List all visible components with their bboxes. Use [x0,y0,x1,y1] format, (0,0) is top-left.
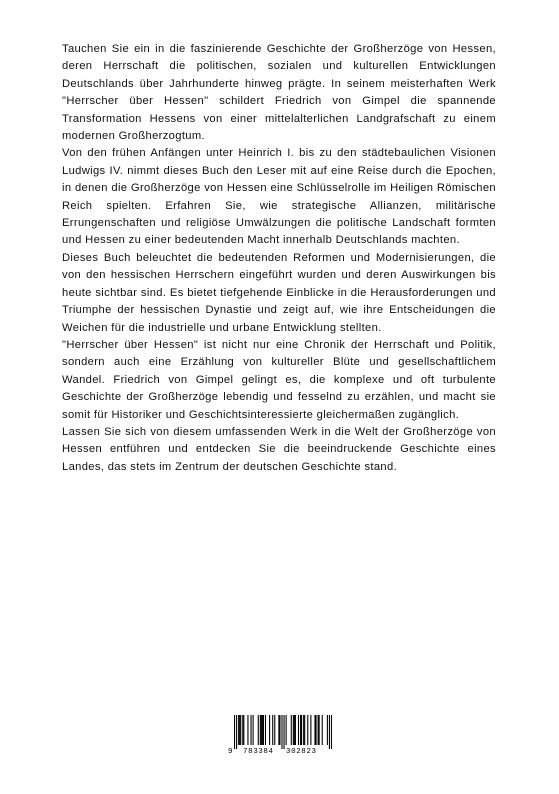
barcode-bar [329,715,330,749]
barcode-left-digits: 783384 [243,748,274,756]
barcode-bar [327,715,328,745]
blurb-paragraph-4: "Herrscher über Hessen" ist nicht nur eine Chronik der Herrschaft und Politik, sondern auch eine Erzählung von kultureller Blüte und gesellschaftlichem Wandel. Friedrich von Gimpel gelingt es, die komplexe und oft turbulente Geschichte der Großherzöge lebendig und fesselnd zu erzählen, und macht sie somit für Historiker und Geschichtsinteressierte gleichermaßen zugänglich. [62,338,496,421]
barcode-bar [331,715,332,749]
barcode-bar [300,715,301,745]
barcode-bar [258,715,259,745]
barcode-bar [260,715,261,745]
barcode-right-digits: 302823 [286,748,317,756]
barcode-bar [251,715,252,745]
barcode-bar [261,715,262,745]
barcode-bar [247,715,248,745]
barcode-bar [314,715,315,745]
barcode-bar [318,715,319,745]
barcode-bar [315,715,316,745]
barcode-bar [234,715,235,749]
barcode-bar [307,715,308,745]
barcode-bar [304,715,305,745]
barcode-first-digit: 9 [228,748,233,756]
barcode-bar [310,715,311,745]
barcode-bar [301,715,302,745]
barcode-bar [238,715,239,745]
barcode-bar [281,715,282,749]
barcode-bar [284,715,285,749]
barcode-bars [234,715,332,749]
barcode-bar [291,715,292,745]
barcode-bar [269,715,270,745]
back-cover-blurb [62,41,496,476]
barcode-bar [242,715,243,745]
barcode-bar [303,715,304,745]
barcode-bar [243,715,244,745]
barcode-bar [286,715,287,745]
barcode-bar [298,715,299,745]
barcode-bar [239,715,240,745]
barcode-bar [319,715,320,745]
blurb-paragraph-1: Tauchen Sie ein in die faszinierende Geschichte der Großherzöge von Hessen, deren Herrschaft die politischen, sozialen und kulturellen Entwicklungen Deutschlands über Jahrhunderte hinweg prägte. In seinem meisterhaften Werk "Herrscher über Hessen" schildert Friedrich von Gimpel die spannende Transformation Hessens von einer mittelalterlichen Landgrafschaft zu einem modernen Großherzogtum. [62,43,496,143]
barcode-bar [236,715,237,749]
isbn-barcode [228,713,338,759]
barcode-bar [293,715,294,745]
barcode-bar [240,715,241,745]
barcode-bar [279,715,280,745]
barcode-bar [278,715,279,745]
barcode-bar [274,715,275,745]
barcode-bar [262,715,263,745]
barcode-digits [228,747,338,757]
blurb-paragraph-3: Dieses Buch beleuchtet die bedeutenden Reformen und Modernisierungen, die von den hessischen Herrschern eingeführt wurden und deren Auswirkungen bis heute sichtbar sind. Es bietet tiefgehende Einblicke in die Herausforderungen und Triumphe der hessischen Dynastie und zeigt auf, wie ihre Entscheidungen die Weichen für die industrielle und urbane Entwicklung stellten. [62,251,496,334]
barcode-bar [253,715,254,745]
barcode-bar [272,715,273,745]
blurb-paragraph-2: Von den frühen Anfängen unter Heinrich I. bis zu den städtebaulichen Visionen Ludwigs IV. nimmt dieses Buch den Leser mit auf eine Reise durch die Epochen, in denen die Großherzöge von Hessen eine Schlüsselrolle im Heiligen Römischen Reich spielten. Erfahren Sie, wie strategische Allianzen, militärische Errungenschaften und religiöse Umwälzungen die politische Landschaft formten und Hessen zu einer bedeutenden Macht innerhalb Deutschlands machten. [62,147,496,247]
barcode-bar [263,715,264,745]
barcode-bar [294,715,295,745]
barcode-bar [265,715,266,745]
barcode-bar [322,715,323,745]
barcode-bar [295,715,296,745]
blurb-paragraph-5: Lassen Sie sich von diesem umfassenden Werk in die Welt der Großherzöge von Hessen entführen und entdecken Sie die beeindruckende Geschichte eines Landes, das stets im Zentrum der deutschen Geschichte stand. [62,425,496,473]
